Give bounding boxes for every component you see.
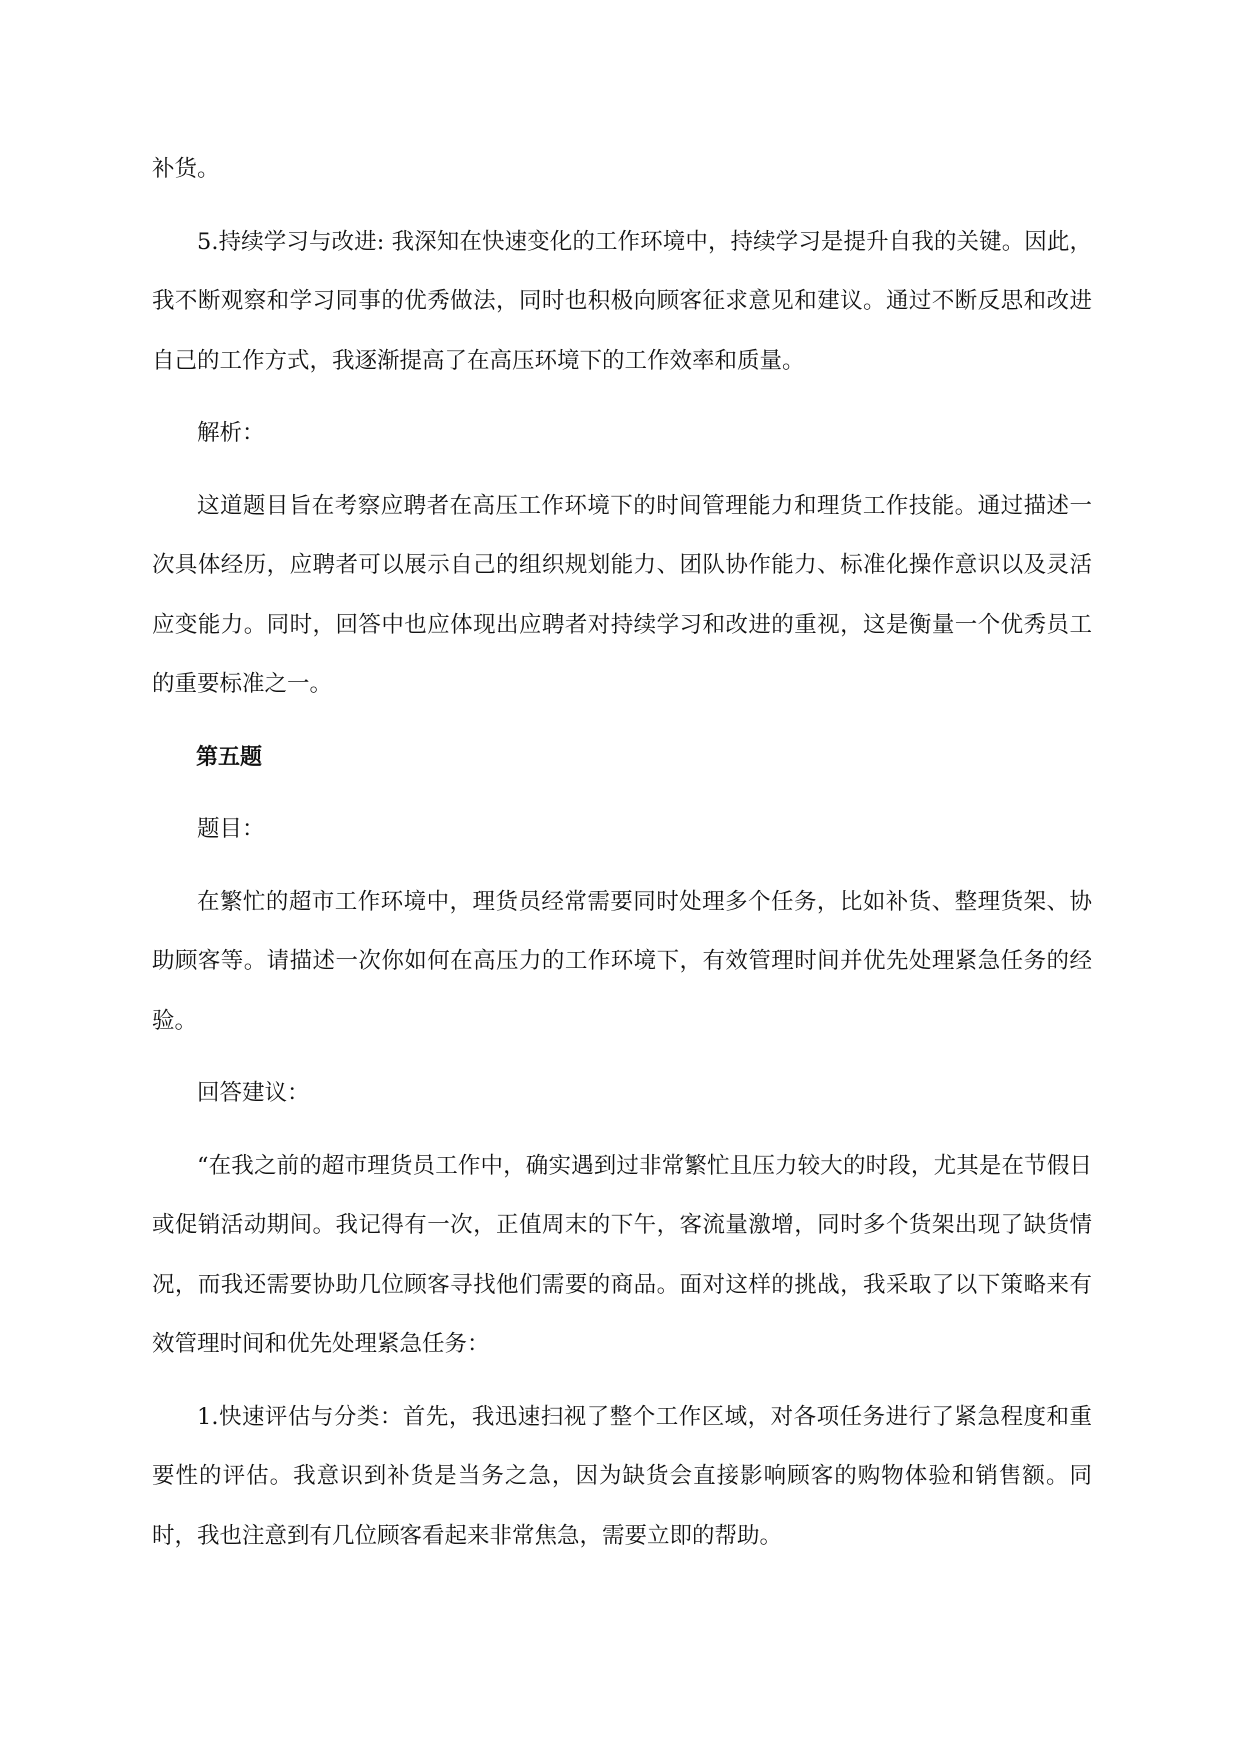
paragraph-item-1: 1.快速评估与分类：首先，我迅速扫视了整个工作区域，对各项任务进行了紧急程度和重要性的评估。我意识到补货是当务之急，因为缺货会直接影响顾客的购物体验和销售额。同时，我也注意到有几位顾客看起来非常焦急，需要立即的帮助。 — [152, 1403, 1092, 1549]
analysis-text: 这道题目旨在考察应聘者在高压工作环境下的时间管理能力和理货工作技能。通过描述一次具体经历，应聘者可以展示自己的组织规划能力、团队协作能力、标准化操作意识以及灵活应变能力。同时，回答中也应体现出应聘者对持续学习和改进的重视，这是衡量一个优秀员工的重要标准之一。 — [152, 492, 1092, 697]
analysis-label: 解析： — [197, 420, 265, 446]
paragraph-continuation: 补货。 — [152, 156, 220, 182]
question-text: 在繁忙的超市工作环境中，理货员经常需要同时处理多个任务，比如补货、整理货架、协助顾客等。请描述一次你如何在高压力的工作环境下，有效管理时间并优先处理紧急任务的经验。 — [152, 888, 1092, 1034]
question-label: 题目： — [197, 816, 265, 842]
paragraph-item-5: 5.持续学习与改进: 我深知在快速变化的工作环境中，持续学习是提升自我的关键。因此，我不断观察和学习同事的优秀做法，同时也积极向顾客征求意见和建议。通过不断反思和改进自己的工作方式，我逐渐提高了在高压环境下的工作效率和质量。 — [152, 228, 1092, 374]
answer-intro: “在我之前的超市理货员工作中，确实遇到过非常繁忙且压力较大的时段，尤其是在节假日或促销活动期间。我记得有一次，正值周末的下午，客流量激增，同时多个货架出现了缺货情况，而我还需要协助几位顾客寻找他们需要的商品。面对这样的挑战，我采取了以下策略来有效管理时间和优先处理紧急任务： — [152, 1152, 1092, 1357]
answer-label: 回答建议： — [197, 1080, 310, 1106]
section-heading: 第五题 — [196, 744, 263, 770]
document-body — [152, 140, 1092, 1579]
